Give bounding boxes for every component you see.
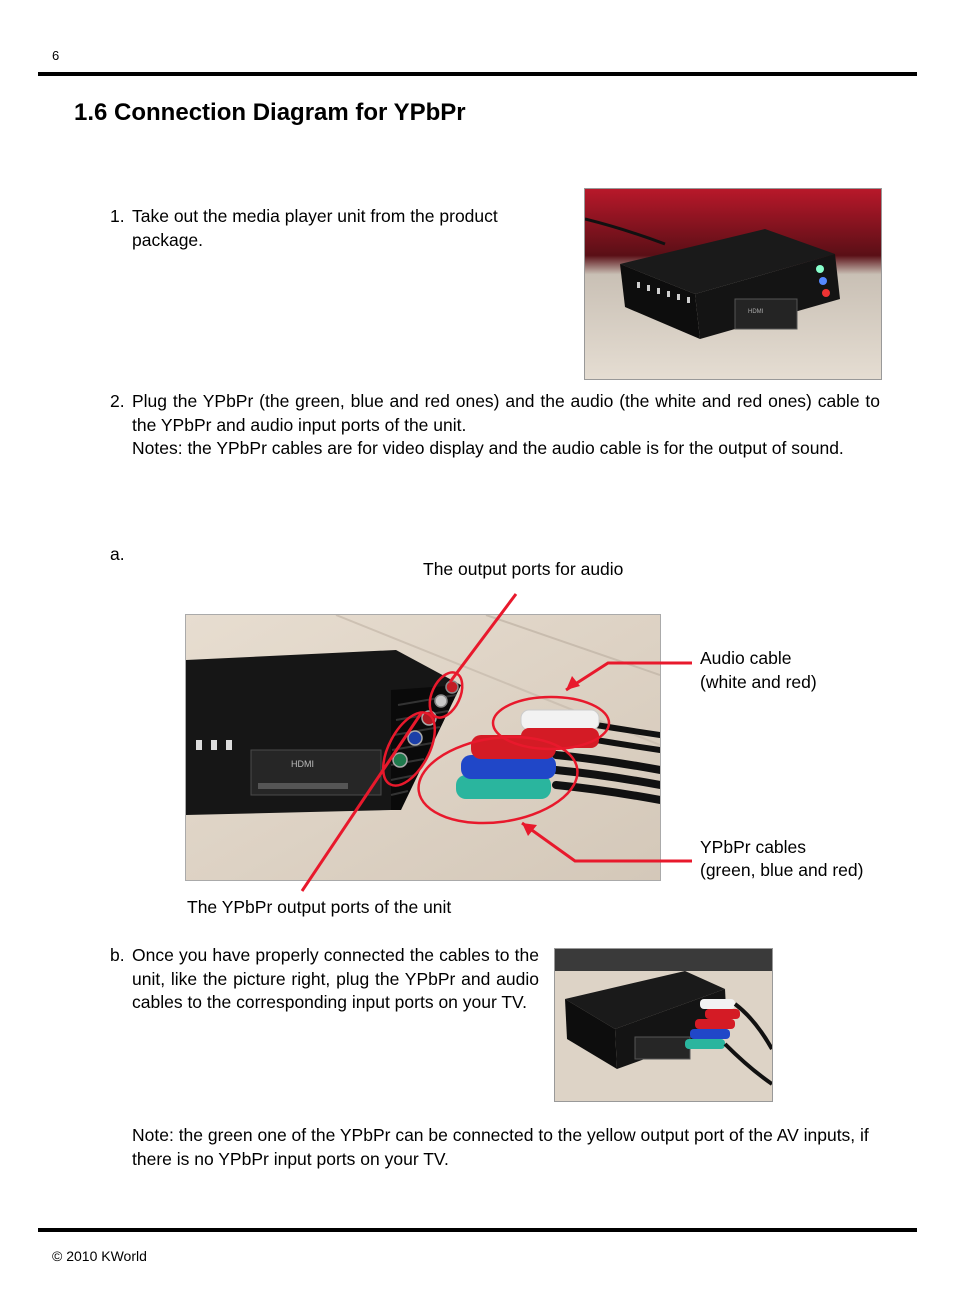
step-b-text: Once you have properly connected the cables to the unit, like the picture right, plug the YPbPr and audio cables to the corresponding input ports on your TV. (132, 945, 539, 1012)
step-b-number: b. (110, 945, 125, 965)
step-1-text: Take out the media player unit from the product package. (132, 206, 498, 250)
label-ypbpr-cables: YPbPr cables (700, 837, 807, 857)
arrowhead-ypbpr-cables (522, 823, 537, 836)
label-audio-output-ports: The output ports for audio (423, 559, 624, 579)
arrow-ypbpr-ports (302, 712, 422, 891)
hdmi-logo-text: HDMI (291, 759, 314, 769)
step-2-text: Plug the YPbPr (the green, blue and red ones) and the audio (the white and red ones) cable to the YPbPr and audio input ports of the unit. (132, 391, 880, 435)
label-ypbpr-cables-colors: (green, blue and red) (700, 860, 864, 880)
arrow-audio-cable (566, 663, 692, 690)
connected-unit-photo (554, 948, 773, 1102)
arrow-audio-ports (450, 594, 516, 682)
step-2-note: Notes: the YPbPr cables are for video display and the audio cable is for the output of sound. (132, 438, 844, 458)
copyright: © 2010 KWorld (52, 1248, 147, 1264)
page-number: 6 (52, 48, 60, 63)
footer-rule (38, 1228, 917, 1232)
label-audio-cable: Audio cable (700, 648, 792, 668)
label-audio-cable-colors: (white and red) (700, 672, 817, 692)
step-1-number: 1. (110, 206, 125, 226)
step-2-number: 2. (110, 391, 125, 411)
section-title: 1.6 Connection Diagram for YPbPr (74, 99, 466, 126)
step-a-number: a. (110, 544, 125, 564)
label-ypbpr-output-ports: The YPbPr output ports of the unit (187, 897, 452, 917)
svg-text:HDMI: HDMI (748, 309, 764, 315)
final-note: Note: the green one of the YPbPr can be connected to the yellow output port of the AV inputs, if there is no YPbPr input ports on your TV. (132, 1125, 869, 1169)
arrow-ypbpr-cables (522, 823, 692, 861)
